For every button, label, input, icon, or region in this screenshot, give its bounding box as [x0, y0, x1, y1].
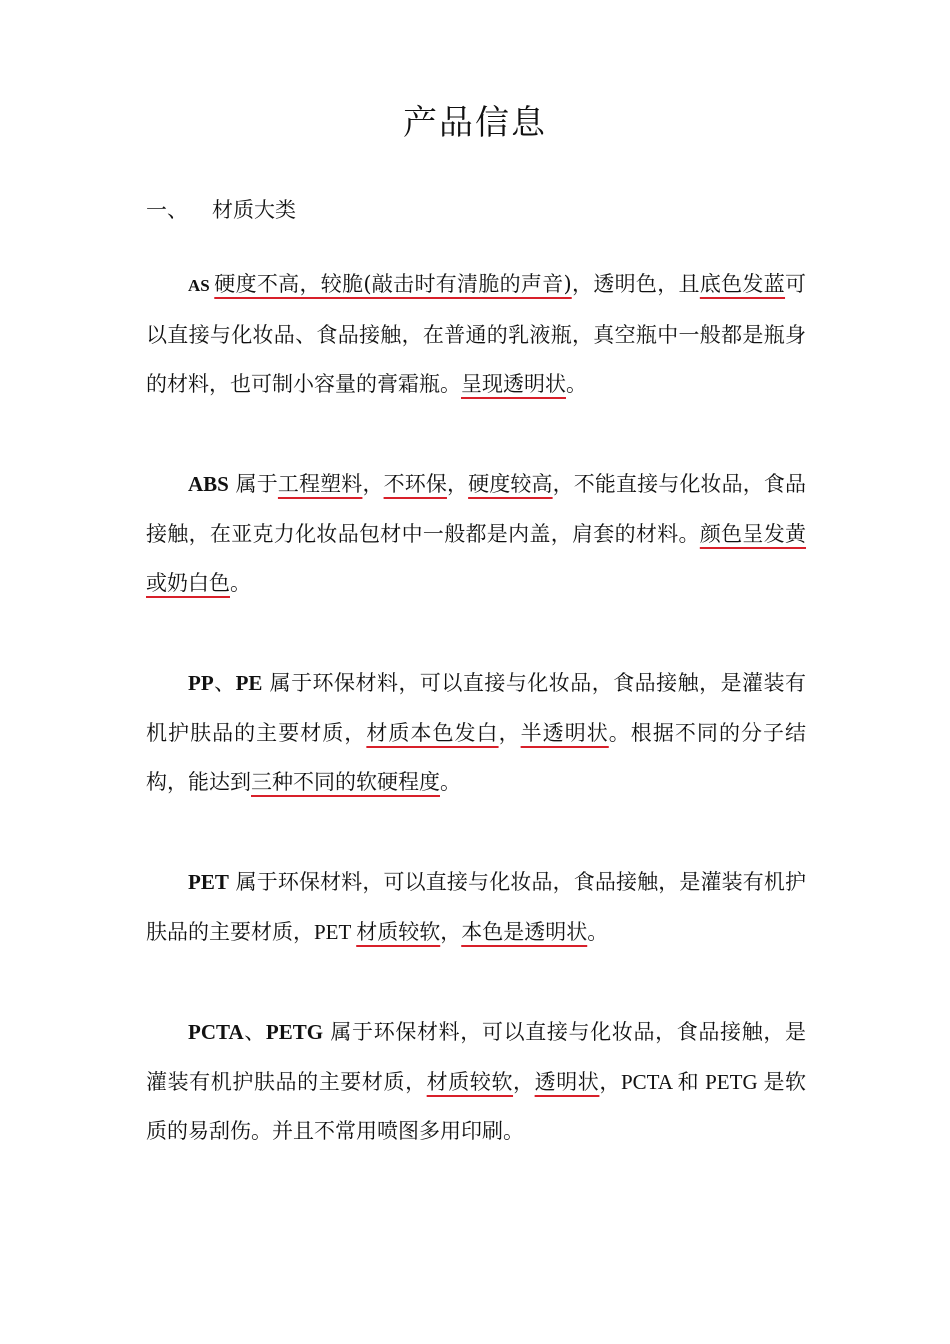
underlined-phrase: 本色是透明状	[461, 919, 588, 944]
text-run: 属于	[228, 472, 278, 496]
paragraph-pp-pe	[146, 659, 806, 808]
text-run: ，	[440, 919, 462, 944]
text-run: 。	[440, 770, 461, 794]
underlined-phrase: 硬度不高，较脆(敲击时有清脆的声音)	[214, 272, 572, 296]
underlined-phrase: 材质本色发白	[366, 720, 499, 745]
text-run: 。	[566, 372, 587, 396]
text-run: ，	[498, 720, 521, 745]
material-name: PCTA	[188, 1020, 244, 1044]
underlined-phrase: 透明状	[534, 1069, 600, 1094]
text-run: ，	[362, 472, 384, 496]
underlined-phrase: 工程塑料	[277, 472, 363, 496]
material-name: ABS	[188, 472, 229, 496]
text-run: ，不能直接与化妆品，食品接触，在亚克力化妆品包材中一般都是内盖，肩套的材料。	[146, 472, 807, 546]
underlined-phrase: 材质较软	[356, 919, 441, 944]
text-run: PET	[314, 919, 357, 944]
text-run: 、	[213, 671, 236, 695]
text-run: ，透明色，且	[571, 272, 700, 296]
text-run: 可以直接与化妆品、食品接触，在普通的乳液瓶，真空瓶中一般都是瓶身的材料，也可制小容量的膏霜瓶。	[146, 272, 807, 396]
text-run: 属于环保材料，可以直接与化妆品，食品接触，是灌装有机护肤品的主要材质，	[146, 671, 806, 745]
text-run: 。	[587, 919, 609, 944]
text-run: 属于环保材料，可以直接与化妆品，食品接触，是灌装有机护肤品的主要材质，	[146, 1020, 806, 1094]
text-run: 是软质的易刮伤。并且不常用喷图多用印刷。	[146, 1069, 807, 1143]
underlined-phrase: 硬度较高	[468, 472, 553, 496]
material-name: AS	[188, 276, 215, 295]
underlined-phrase: 半透明状	[520, 720, 609, 745]
underlined-phrase: 呈现透明状	[461, 372, 566, 396]
material-name: PETG	[265, 1020, 324, 1044]
text-run: ，	[513, 1069, 535, 1094]
material-name: PET	[188, 870, 229, 894]
paragraph-abs	[146, 460, 806, 609]
paragraph-as	[146, 260, 806, 410]
material-name: PE	[235, 671, 263, 695]
paragraph-pcta-petg	[146, 1008, 806, 1157]
section-heading	[146, 192, 296, 228]
page-title: 产品信息	[403, 103, 547, 143]
paragraph-pet	[146, 858, 806, 957]
text-run: 。根据不同的分子结构，能达到	[146, 720, 807, 794]
section-label: 材质大类	[212, 198, 296, 222]
underlined-phrase: 底色发蓝	[699, 272, 786, 296]
underlined-phrase: 不环保	[383, 472, 447, 496]
underlined-phrase: 材质较软	[426, 1069, 514, 1094]
text-run: ，	[599, 1069, 621, 1094]
material-name: PP	[188, 671, 214, 695]
text-run: PCTA 和 PETG	[621, 1069, 764, 1094]
underlined-phrase: 颜色呈发黄或奶白色	[146, 521, 807, 595]
section-number: 一、	[146, 198, 188, 222]
text-run: 。	[230, 571, 251, 595]
text-run: ，	[446, 472, 469, 496]
text-run: 属于环保材料，可以直接与化妆品，食品接触，是灌装有机护肤品的主要材质，	[146, 870, 806, 944]
text-run: 、	[243, 1020, 266, 1044]
underlined-phrase: 三种不同的软硬程度	[251, 770, 440, 794]
